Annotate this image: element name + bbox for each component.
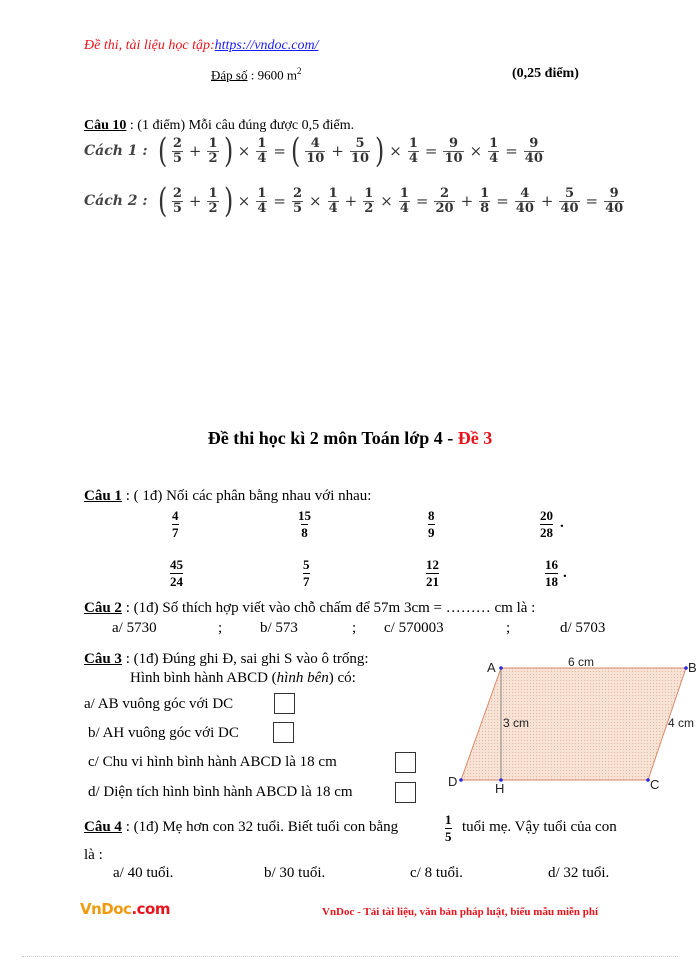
vertex-label-d: D — [448, 774, 458, 789]
q3-item-a: a/ AB vuông góc với DC — [84, 696, 234, 712]
q4-heading: Câu 4 : (1đ) Mẹ hơn con 32 tuổi. Biết tuổi con bằng — [84, 819, 399, 835]
q3-answer-box-a[interactable] — [274, 693, 295, 714]
q10-cach1: Cách 1 : ( $\frac{2}{5}$ + $\frac{1}{2}$ ) × $\frac{1}{4}$ = ( $\frac{4}{10}$ + $\frac{5}{10}$ ) × $\frac{1}{4}$ = $\frac{9}{10}$ × $\frac{1}{4}$ = $\frac{9}{40}$ — [84, 131, 543, 171]
fraction: $\frac{1}{4}$ — [399, 185, 409, 216]
q2-heading: Câu 2 : (1đ) Số thích hợp viết vào chỗ chấm để 57m 3cm = ……… cm là : — [84, 600, 536, 616]
fraction: $\frac{1}{4}$ — [328, 185, 338, 216]
q3-item-c: c/ Chu vi hình bình hành ABCD là 18 cm — [88, 754, 337, 770]
fraction: $\frac{1}{4}$ — [257, 135, 267, 166]
side-label-ab: 6 cm — [568, 655, 595, 669]
fraction: $\frac{1}{2}$ — [208, 185, 218, 216]
vertex-label-b: B — [688, 660, 697, 675]
q4-label: Câu 4 — [84, 819, 122, 835]
q2-label: Câu 2 — [84, 600, 122, 616]
q3-item-b: b/ AH vuông góc với DC — [88, 725, 239, 741]
fraction: $\frac{2}{5}$ — [292, 185, 303, 216]
q4-option-a[interactable]: a/ 40 tuổi. — [113, 865, 174, 881]
q1-heading: Câu 1 : ( 1đ) Nối các phân bằng nhau với nhau: — [84, 488, 372, 504]
q3-heading: Câu 3 : (1đ) Đúng ghi Đ, sai ghi S vào ô trống: — [84, 651, 369, 667]
q10-cach2: Cách 2 : ( $\frac{2}{5}$ + $\frac{1}{2}$ ) × $\frac{1}{4}$ = $\frac{2}{5}$ × $\frac{1}{4}$ + $\frac{1}{2}$ × $\frac{1}{4}$ = $\frac{2}{20}$ + $\frac{1}{8}$ = $\frac{4}{40}$ + $\frac{5}{40}$ = $\frac{9}{40}$ — [84, 181, 624, 221]
q3-subtitle: Hình bình hành ABCD (hình bên) có: — [130, 670, 356, 686]
fraction: $\frac{5}{40}$ — [560, 185, 579, 216]
q4-option-c[interactable]: c/ 8 tuổi. — [410, 865, 463, 881]
header-source-line — [84, 38, 318, 54]
fraction: $\frac{9}{40}$ — [605, 185, 624, 216]
side-label-bc: 4 cm — [668, 716, 695, 730]
q1-fraction: 12 21 — [426, 557, 439, 589]
fraction: $\frac{1}{4}$ — [257, 185, 267, 216]
fraction: $\frac{2}{5}$ — [172, 135, 182, 166]
q1-fraction: 4 7 — [172, 508, 179, 540]
exam-number: Đề 3 — [457, 428, 493, 448]
height-label-ah: 3 cm — [503, 716, 530, 730]
q1-label: Câu 1 — [84, 488, 122, 504]
q3-item-d: d/ Diện tích hình bình hành ABCD là 18 cm — [88, 784, 353, 800]
fraction: $\frac{9}{40}$ — [524, 135, 543, 166]
fraction: $\frac{1}{4}$ — [408, 135, 418, 166]
fraction: $\frac{9}{10}$ — [444, 135, 463, 166]
vertex-label-c: C — [650, 777, 660, 792]
q1-fraction: 45 24 — [170, 557, 183, 589]
fraction: $\frac{5}{10}$ — [350, 135, 370, 166]
footer-tagline: VnDoc - Tải tài liệu, văn bản pháp luật, biểu mẫu miễn phí — [322, 906, 599, 918]
answer-label: Đáp số — [211, 67, 248, 83]
fraction: $\frac{1}{4}$ — [489, 135, 499, 166]
answer-points: (0,25 điểm) — [512, 66, 579, 81]
q10-heading: Câu 10 : (1 điểm) Mỗi câu đúng được 0,5 điểm. — [84, 118, 355, 133]
q1-fraction: 15 8 — [298, 508, 311, 540]
exam-title: Đề thi học kì 2 môn Toán lớp 4 - Đề 3 — [207, 428, 493, 448]
header-prefix: Đề thi, tài liệu học tập: — [84, 38, 215, 53]
answer-line: Đáp số : 9600 $m^2$ — [211, 66, 302, 83]
fraction: $\frac{4}{10}$ — [306, 135, 325, 166]
q4-option-d[interactable]: d/ 32 tuổi. — [548, 865, 610, 881]
q4-option-b[interactable]: b/ 30 tuổi. — [264, 865, 326, 881]
q1-fraction: 5 7 — [303, 557, 310, 589]
q3-label: Câu 3 — [84, 651, 122, 667]
page-divider — [22, 956, 678, 957]
q4-fraction: 1 5 — [445, 812, 452, 844]
fraction: $\frac{1}{2}$ — [208, 135, 218, 166]
q2-option-c[interactable]: c/ 570003 — [384, 620, 444, 636]
fraction: $\frac{2}{20}$ — [435, 185, 454, 216]
fraction: $\frac{2}{5}$ — [172, 185, 182, 216]
vndoc-logo[interactable]: VnDoc.com — [80, 900, 170, 918]
vndoc-link[interactable]: https://vndoc.com/ — [214, 38, 319, 53]
q2-option-a[interactable]: a/ 5730 — [112, 620, 157, 636]
q10-label: Câu 10 — [84, 118, 127, 133]
fraction: $\frac{1}{2}$ — [364, 185, 374, 216]
parallelogram-figure — [440, 650, 700, 800]
q1-fraction: 20 28 — [540, 508, 553, 540]
q2-option-b[interactable]: b/ 573 — [260, 620, 298, 636]
q2-option-d[interactable]: d/ 5703 — [560, 620, 606, 636]
q3-answer-box-c[interactable] — [395, 752, 416, 773]
fraction: $\frac{4}{40}$ — [515, 185, 534, 216]
answer-value: 9600 m — [257, 67, 297, 83]
q3-answer-box-b[interactable] — [273, 722, 294, 743]
fraction: $\frac{1}{8}$ — [480, 185, 490, 216]
q1-fraction: 16 18 — [545, 557, 558, 589]
q3-answer-box-d[interactable] — [395, 782, 416, 803]
vertex-label-a: A — [487, 660, 496, 675]
vertex-label-h: H — [495, 781, 505, 796]
q1-fraction: 8 9 — [428, 508, 435, 540]
